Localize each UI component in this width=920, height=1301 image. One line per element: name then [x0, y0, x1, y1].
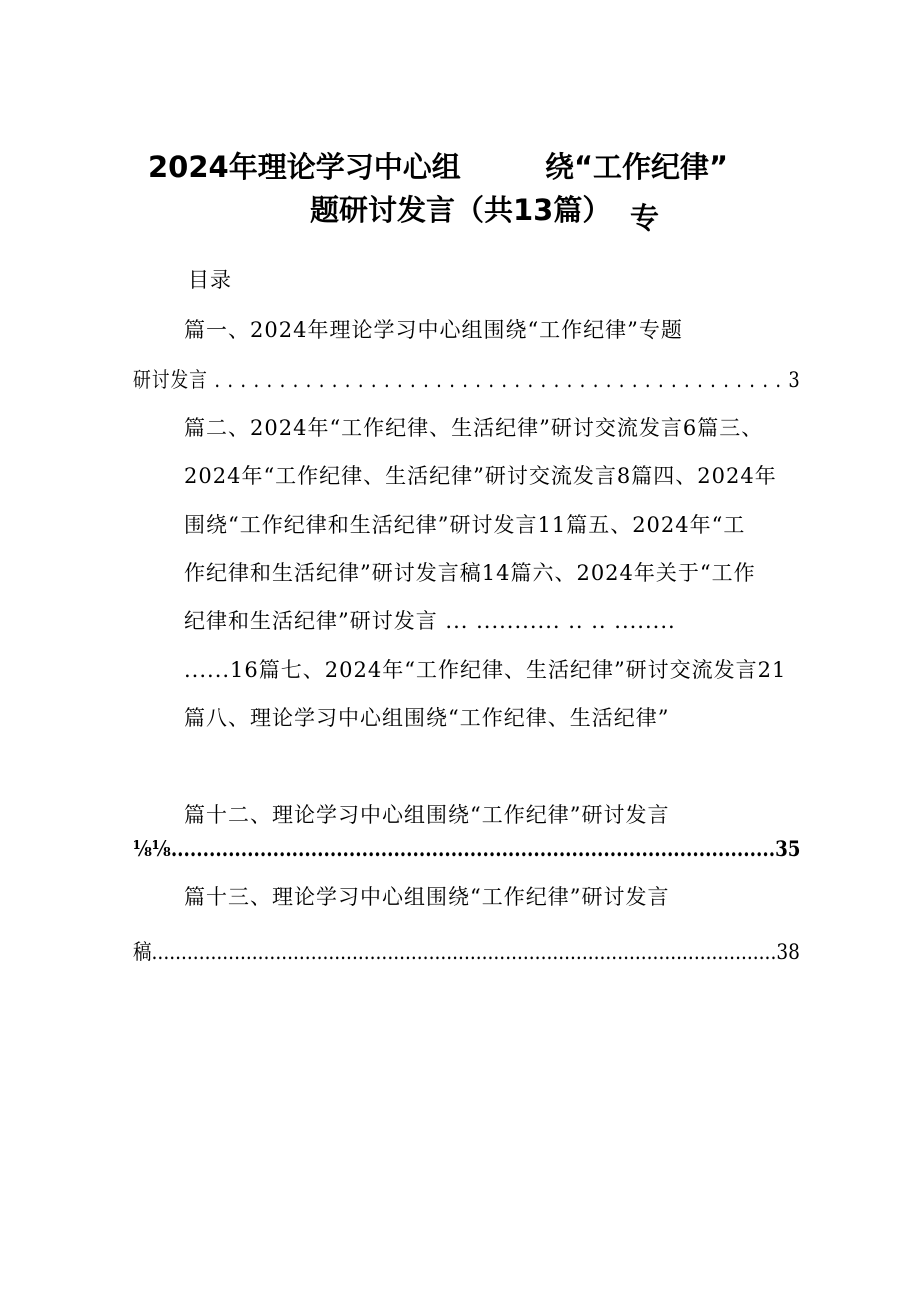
- toc-line: ......16篇七、2024年“工作纪律、生活纪律”研讨交流发言21: [184, 658, 787, 682]
- toc-line: 篇十二、理论学习中心组围绕“工作纪律”研讨发言: [184, 803, 670, 827]
- title-line2: 题研讨发言（共13篇）: [310, 193, 612, 227]
- toc-line: 篇二、2024年“工作纪律、生活纪律”研讨交流发言6篇三、: [184, 416, 764, 440]
- toc-line: 2024年“工作纪律、生活纪律”研讨交流发言8篇四、2024年: [184, 464, 777, 488]
- title-line1-right: 绕“工作纪律”: [545, 150, 729, 184]
- title-line1-left: 2024年理论学习中心组: [148, 150, 461, 184]
- toc-line: 纪律和生活纪律”研讨发言 ... ........... .. .. ........: [184, 609, 676, 633]
- title-stray-char: 专: [630, 201, 660, 235]
- toc-line: 研讨发言 . . . . . . . . . . . . . . . . . . . . . . . . . . . . . . . . . . . . . . . . . . . . 3: [133, 368, 801, 392]
- toc-heading: 目录: [188, 268, 232, 292]
- toc-line: 作纪律和生活纪律”研讨发言稿14篇六、2024年关于“工作: [184, 561, 756, 585]
- toc-line: 篇十三、理论学习中心组围绕“工作纪律”研讨发言: [184, 885, 670, 909]
- toc-line: ⅛⅛...............................................................................................35: [133, 836, 801, 861]
- toc-line: 篇一、2024年理论学习中心组围绕“工作纪律”专题: [184, 318, 683, 342]
- toc-line: 稿..........................................................................................................38: [133, 940, 800, 964]
- toc-line: 篇八、理论学习中心组围绕“工作纪律、生活纪律”: [184, 706, 670, 730]
- toc-line: 围绕“工作纪律和生活纪律”研讨发言11篇五、2024年“工: [184, 513, 746, 537]
